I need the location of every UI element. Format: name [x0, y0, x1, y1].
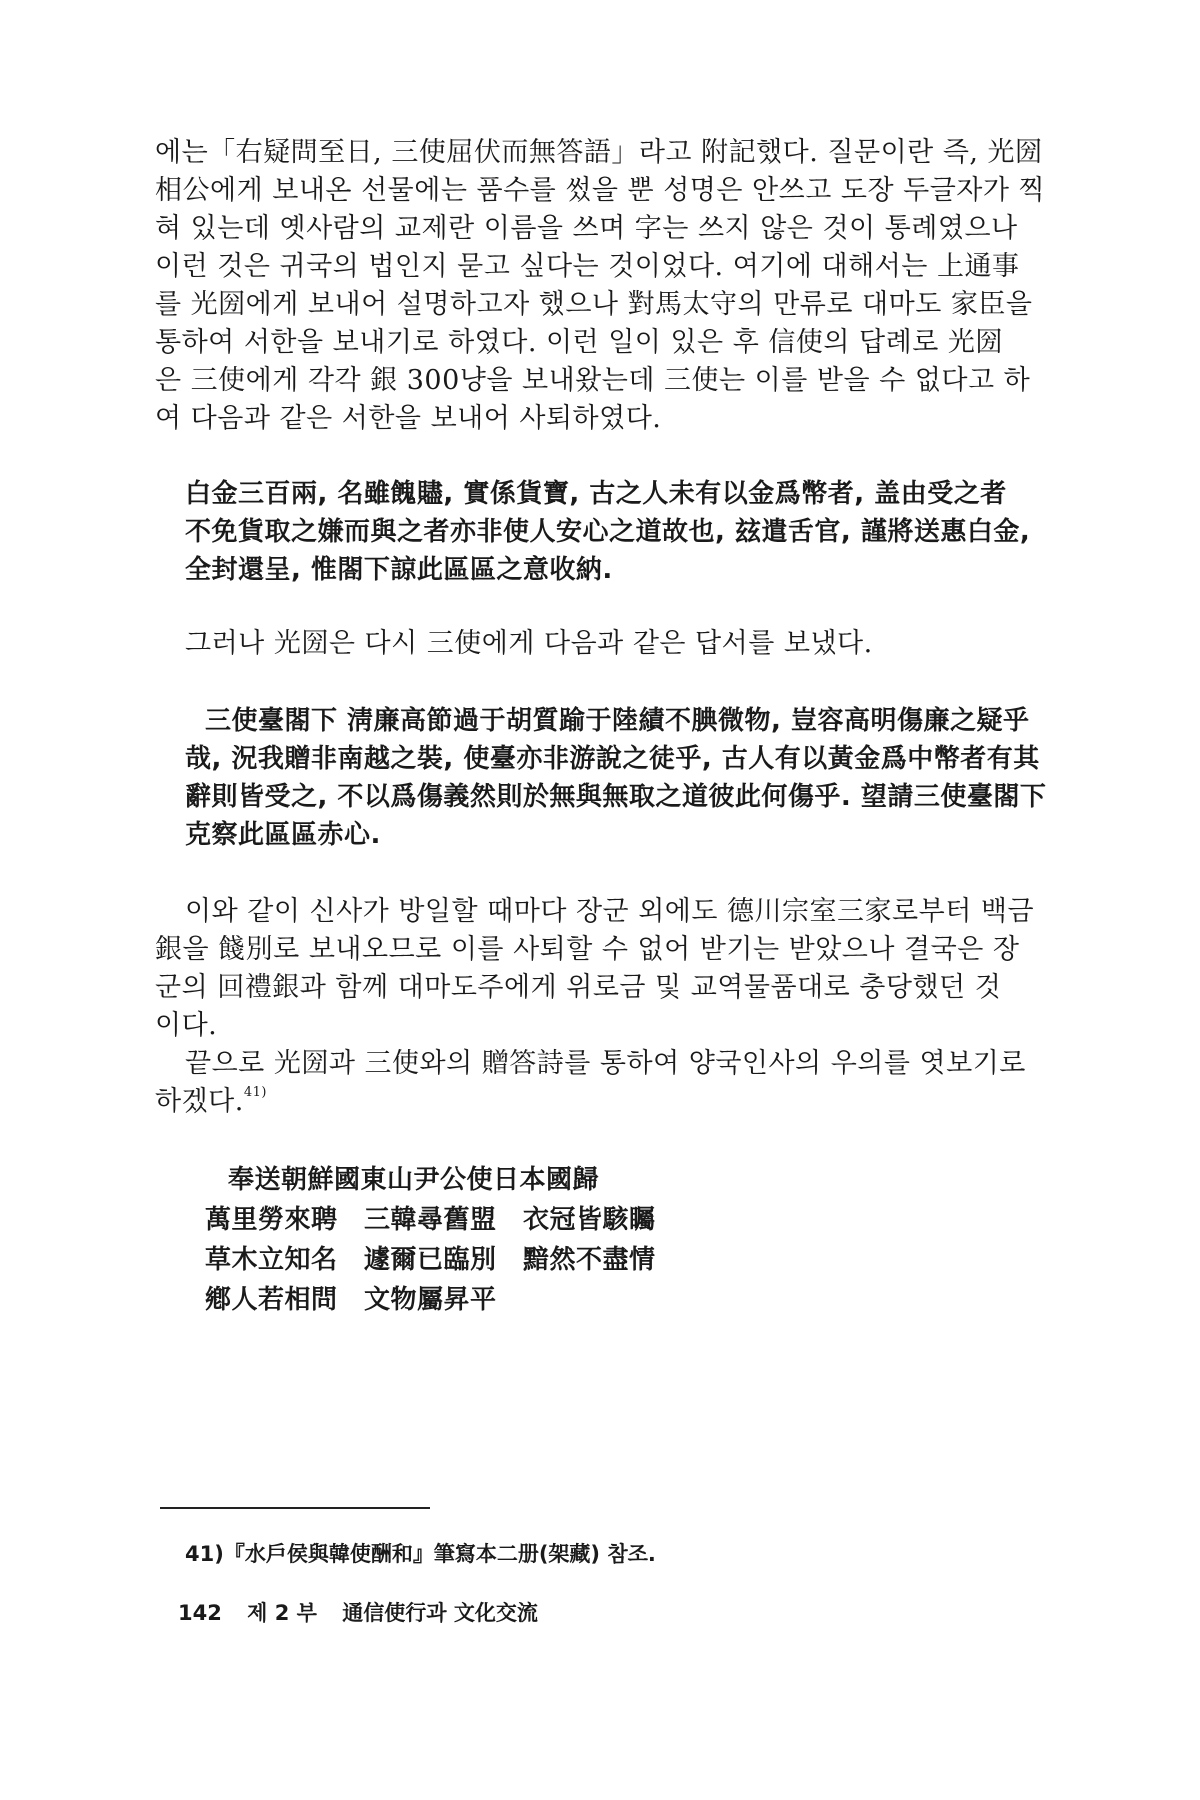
poem-line: 萬里勞來聘 三韓尋舊盟 衣冠皆駭矚 — [205, 1205, 656, 1235]
quote-line: 辭則皆受之, 不以爲傷義然則於無與無取之道彼此何傷乎. 望請三使臺閤下 — [185, 782, 1047, 812]
text-line: 군의 回禮銀과 함께 대마도주에게 위로금 및 교역물품대로 충당했던 것 — [155, 972, 1002, 1003]
paragraph-reply-intro: 그러나 光圀은 다시 三使에게 다음과 같은 답서를 보냈다. — [185, 628, 873, 659]
quote-line: 全封還呈, 惟閤下諒此區區之意收納. — [185, 555, 613, 585]
text-line: 銀을 餞別로 보내오므로 이를 사퇴할 수 없어 받기는 받았으나 결국은 장 — [155, 934, 1020, 965]
footnote-reference: 41) — [243, 1085, 267, 1100]
text-line: 통하여 서한을 보내기로 하였다. 이런 일이 있은 후 信使의 답례로 光圀 — [155, 327, 1003, 358]
poem-line: 草木立知名 遽爾已臨別 黯然不盡情 — [205, 1245, 656, 1275]
text-line: 相公에게 보내온 선물에는 품수를 썼을 뿐 성명은 안쓰고 도장 두글자가 찍 — [155, 175, 1046, 206]
text-line — [155, 1085, 267, 1117]
quote-line: 不免貨取之嫌而與之者亦非使人安心之道故也, 玆遣舌官, 謹將送惠白金, — [185, 517, 1031, 547]
text-line: 은 三使에게 각각 銀 300냥을 보내왔는데 三使는 이를 받을 수 없다고 하 — [155, 365, 1031, 396]
text-line: 를 光圀에게 보내어 설명하고자 했으나 對馬太守의 만류로 대마도 家臣을 — [155, 289, 1033, 320]
poem-title: 奉送朝鮮國東山尹公使日本國歸 — [228, 1165, 600, 1195]
quote-line: 克察此區區赤心. — [185, 820, 381, 850]
quote-line: 三使臺閤下 淸廉高節過于胡質踰于陸績不腆微物, 豈容高明傷廉之疑乎 — [205, 706, 1030, 736]
page-number: 142 — [178, 1601, 222, 1625]
text-line: 이런 것은 귀국의 법인지 묻고 싶다는 것이었다. 여기에 대해서는 上通事 — [155, 251, 1020, 282]
text-line: 이다. — [155, 1010, 218, 1041]
part-label: 제 2 부 — [247, 1601, 317, 1625]
text-line: 이와 같이 신사가 방일할 때마다 장군 외에도 德川宗室三家로부터 백금 — [185, 896, 1035, 927]
text-line: 혀 있는데 옛사람의 교제란 이름을 쓰며 字는 쓰지 않은 것이 통례였으나 — [155, 213, 1018, 244]
quote-line: 哉, 況我贈非南越之裝, 使臺亦非游說之徒乎, 古人有以黃金爲中幣者有其 — [185, 744, 1040, 774]
footnote-41: 41)『水戶侯與韓使酬和』筆寫本二册(架藏) 참조. — [185, 1542, 656, 1566]
text-line: 끝으로 光圀과 三使와의 贈答詩를 통하여 양국인사의 우의를 엿보기로 — [185, 1048, 1026, 1079]
quote-line: 白金三百兩, 名雖餽贐, 實係貨寶, 古之人未有以金爲幣者, 盖由受之者 — [185, 479, 1007, 509]
poem-line: 鄕人若相問 文物屬昇平 — [205, 1285, 497, 1315]
section-title: 通信使行과 文化交流 — [342, 1601, 538, 1625]
text-line: 에는「右疑問至日, 三使屈伏而無答語」라고 附記했다. 질문이란 즉, 光圀 — [155, 137, 1043, 168]
footnote-divider — [160, 1507, 430, 1509]
text-segment: 하겠다. — [155, 1086, 244, 1117]
text-line: 여 다음과 같은 서한을 보내어 사퇴하였다. — [155, 403, 662, 434]
page-footer — [178, 1597, 556, 1627]
